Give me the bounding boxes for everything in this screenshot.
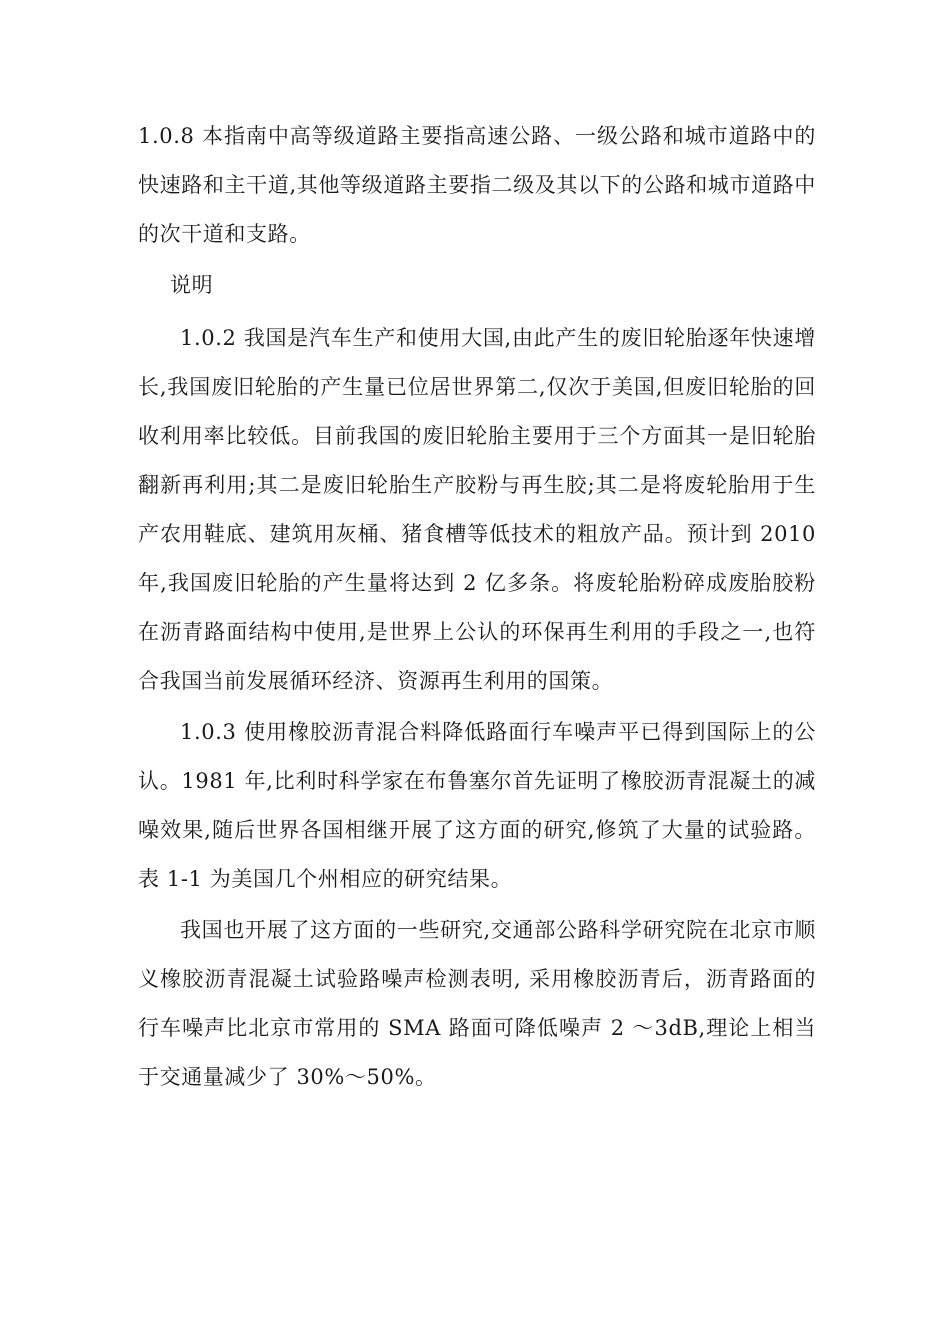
paragraph-china-research: 我国也开展了这方面的一些研究,交通部公路科学研究院在北京市顺义橡胶沥青混凝土试验路噪声检测表明, 采用橡胶沥青后，沥青路面的行车噪声比北京市常用的 SMA 路面可降低噪声 2 ～3dB,理论上相当于交通量减少了 30%～50%。 [138, 918, 816, 1089]
paragraph-1-0-3: 1.0.3 使用橡胶沥青混合料降低路面行车噪声平已得到国际上的公认。1981 年,比利时科学家在布鲁塞尔首先证明了橡胶沥青混凝土的减噪效果,随后世界各国相继开展了这方面的研究,修筑了大量的试验路。表 1-1 为美国几个州相应的研究结果。 [138, 720, 816, 891]
document-page [138, 112, 816, 1104]
paragraph-1-0-2: 1.0.2 我国是汽车生产和使用大国,由此产生的废旧轮胎逐年快速增长,我国废旧轮胎的产生量已位居世界第二,仅次于美国,但废旧轮胎的回收利用率比较低。目前我国的废旧轮胎主要用于三个方面其一是旧轮胎翻新再利用;其二是废旧轮胎生产胶粉与再生胶;其二是将废轮胎用于生产农用鞋底、建筑用灰桶、猪食槽等低技术的粗放产品。预计到 2010 年,我国废旧轮胎的产生量将达到 2 亿多条。将废轮胎粉碎成废胎胶粉在沥青路面结构中使用,是世界上公认的环保再生利用的手段之一,也符合我国当前发展循环经济、资源再生利用的国策。 [138, 326, 816, 693]
paragraph-1-0-8: 1.0.8 本指南中高等级道路主要指高速公路、一级公路和城市道路中的快速路和主干道,其他等级道路主要指二级及其以下的公路和城市道路中的次干道和支路。 [138, 124, 816, 246]
section-heading-explanation: 说明 [170, 273, 214, 297]
